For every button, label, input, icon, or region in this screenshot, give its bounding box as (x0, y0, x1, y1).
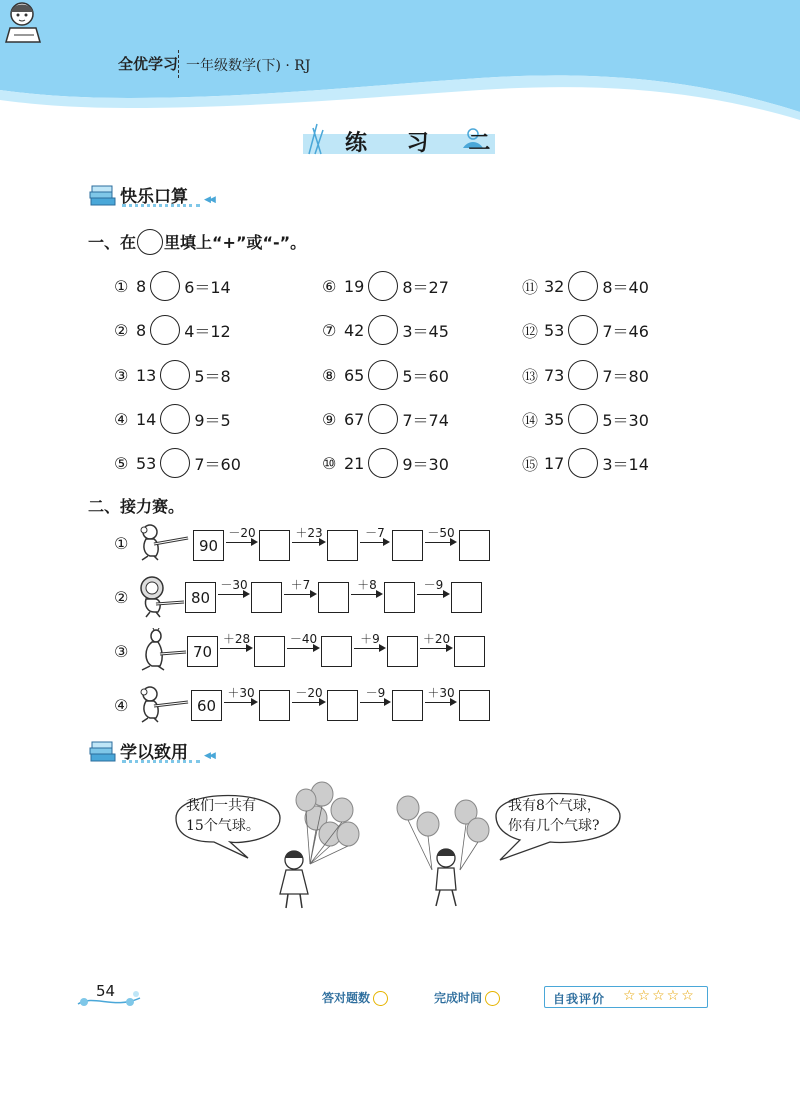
equation-item: ⑭ 35 5＝30 (522, 403, 649, 435)
relay-start-box: 90 (193, 530, 224, 561)
relay-answer-box[interactable] (321, 636, 352, 667)
relay-answer-box[interactable] (259, 690, 290, 721)
lion-runner-icon (136, 574, 186, 618)
relay-answer-box[interactable] (459, 530, 490, 561)
rating-stars[interactable]: ☆☆☆☆☆ (623, 988, 696, 1004)
equation-item: ① 8 6＝14 (114, 270, 231, 302)
equation-item: ⑫ 53 7＝46 (522, 314, 649, 346)
section-underline (122, 204, 200, 207)
relay-arrow: －20 (292, 684, 326, 714)
equation-item: ⑨ 67 7＝74 (322, 403, 449, 435)
equation-item: ⑪ 32 8＝40 (522, 270, 649, 302)
answer-circle[interactable] (368, 271, 398, 301)
equation-item: ⑩ 21 9＝30 (322, 447, 449, 479)
relay-answer-box[interactable] (392, 530, 423, 561)
equation-item: ④ 14 9＝5 (114, 403, 231, 435)
relay-answer-box[interactable] (251, 582, 282, 613)
relay-answer-box[interactable] (327, 530, 358, 561)
answer-circle[interactable] (150, 315, 180, 345)
relay-arrow: ＋30 (224, 684, 258, 714)
relay-index: ④ (114, 696, 129, 715)
equation-item: ⑮ 17 3＝14 (522, 447, 649, 479)
brand-logo-text: 全优学习 (118, 55, 179, 73)
correct-count-label: 答对题数 (322, 991, 371, 1005)
relay-arrow: ＋23 (292, 524, 326, 554)
arrow-decor-icon: ◀◀ (204, 195, 214, 205)
answer-circle[interactable] (368, 360, 398, 390)
question-1-prefix: 一、在 (88, 233, 137, 252)
self-eval-label: 自我评价 (553, 992, 606, 1006)
time-used-field (434, 989, 500, 1006)
page-number: 54 (96, 982, 116, 1000)
relay-arrow: ＋7 (284, 576, 317, 606)
equation-item: ② 8 4＝12 (114, 314, 231, 346)
relay-arrow: －30 (218, 576, 250, 606)
correct-count-field (322, 989, 388, 1006)
relay-arrow: －20 (226, 524, 258, 554)
smiley-icon (485, 991, 500, 1006)
relay-answer-box[interactable] (259, 530, 290, 561)
girl-speech-text (186, 796, 260, 836)
answer-circle[interactable] (568, 448, 598, 478)
answer-circle[interactable] (368, 404, 398, 434)
time-used-label: 完成时间 (434, 991, 483, 1005)
relay-index: ① (114, 534, 129, 553)
equation-item: ③ 13 5＝8 (114, 359, 231, 391)
relay-arrow: ＋9 (354, 630, 386, 660)
section-label: 快乐口算 (120, 187, 188, 207)
relay-index: ③ (114, 642, 129, 661)
relay-answer-box[interactable] (459, 690, 490, 721)
monkey-runner-icon (136, 684, 192, 724)
relay-arrow: －50 (425, 524, 457, 554)
relay-answer-box[interactable] (384, 582, 415, 613)
monkey-runner-icon (136, 522, 192, 562)
equation-item: ⑧ 65 5＝60 (322, 359, 449, 391)
relay-arrow: ＋28 (220, 630, 253, 660)
books-icon (88, 178, 118, 208)
section-underline (122, 760, 200, 763)
section-header-application (88, 734, 228, 768)
speech-line: 我们一共有 (186, 798, 256, 814)
answer-circle[interactable] (368, 315, 398, 345)
circle-placeholder-icon (137, 229, 163, 255)
answer-circle[interactable] (568, 404, 598, 434)
relay-start-box: 60 (191, 690, 222, 721)
relay-arrow: ＋30 (425, 684, 457, 714)
self-evaluation-box (544, 986, 708, 1008)
answer-circle[interactable] (568, 271, 598, 301)
answer-circle[interactable] (160, 448, 190, 478)
kangaroo-runner-icon (136, 628, 188, 672)
speech-line: 我有8个气球， (508, 798, 601, 814)
equation-item: ⑬ 73 7＝80 (522, 359, 649, 391)
equation-item: ⑥ 19 8＝27 (322, 270, 449, 302)
relay-answer-box[interactable] (451, 582, 482, 613)
section-header-mental-math (88, 178, 228, 212)
answer-circle[interactable] (160, 360, 190, 390)
section-label: 学以致用 (120, 743, 188, 763)
question-1-heading (88, 230, 306, 257)
question-1-suffix: 里填上“+”或“-”。 (164, 233, 307, 252)
equation-item: ⑤ 53 7＝60 (114, 447, 241, 479)
relay-answer-box[interactable] (387, 636, 418, 667)
books-icon (88, 734, 118, 764)
equation-item: ⑦ 42 3＝45 (322, 314, 449, 346)
answer-circle[interactable] (568, 360, 598, 390)
relay-start-box: 80 (185, 582, 216, 613)
smiley-icon (373, 991, 388, 1006)
relay-arrow: ＋20 (420, 630, 453, 660)
answer-circle[interactable] (568, 315, 598, 345)
mascot-boy-icon (0, 0, 48, 46)
relay-answer-box[interactable] (454, 636, 485, 667)
relay-arrow: ＋8 (351, 576, 383, 606)
page-title: 练 习 二 (345, 130, 507, 156)
answer-circle[interactable] (368, 448, 398, 478)
relay-answer-box[interactable] (318, 582, 349, 613)
relay-arrow: －7 (360, 524, 390, 554)
relay-arrow: －9 (417, 576, 450, 606)
relay-answer-box[interactable] (254, 636, 285, 667)
relay-start-box: 70 (187, 636, 218, 667)
relay-index: ② (114, 588, 129, 607)
relay-arrow: －9 (360, 684, 391, 714)
speech-line: 你有几个气球? (508, 818, 600, 834)
question-2-heading: 二、接力赛。 (88, 497, 185, 516)
speech-line: 15个气球。 (186, 818, 260, 834)
relay-answer-box[interactable] (327, 690, 358, 721)
answer-circle[interactable] (150, 271, 180, 301)
relay-arrow: －40 (287, 630, 320, 660)
relay-answer-box[interactable] (392, 690, 423, 721)
boy-speech-text (508, 796, 601, 836)
arrow-decor-icon: ◀◀ (204, 751, 214, 761)
answer-circle[interactable] (160, 404, 190, 434)
header-divider (178, 50, 179, 78)
book-title: 一年级数学(下) · RJ (186, 58, 311, 74)
